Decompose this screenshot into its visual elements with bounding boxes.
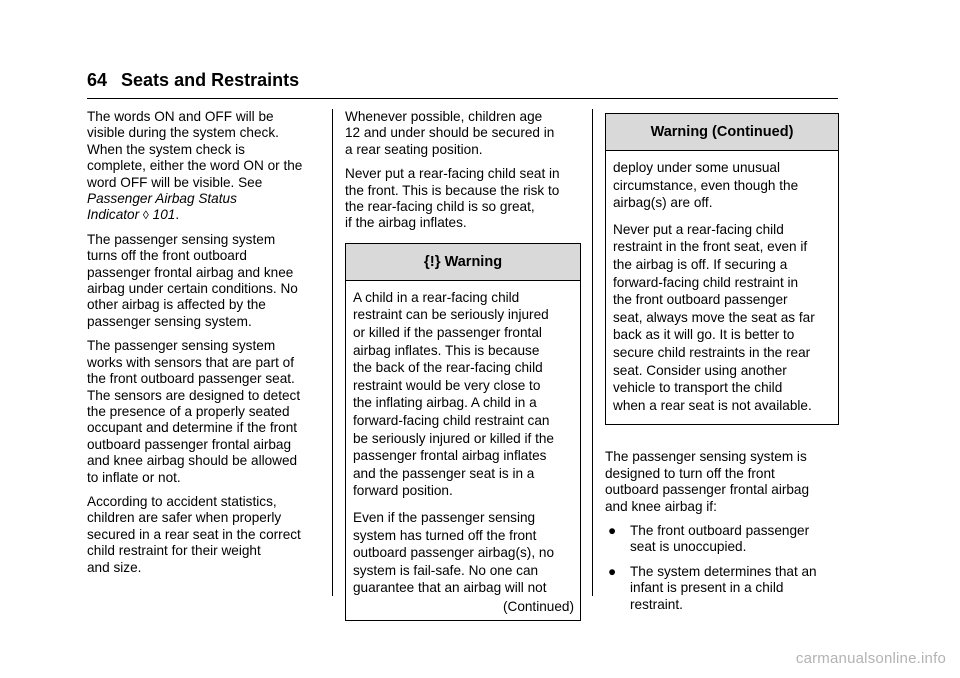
watermark: carmanualsonline.info xyxy=(795,650,946,667)
paragraph-turns-off: The passenger sensing system turns off the front outboard passenger frontal airbag and knee airbag under certain conditions. No other airbag is affected by the passenger sensing system. xyxy=(87,231,298,329)
paragraph-accident-statistics: According to accident statistics, children are safer when properly secured in a rear seat in the correct child restraint for their weight and size. xyxy=(87,493,301,575)
warning-continued-header: Warning (Continued) xyxy=(606,114,838,151)
cross-reference-end: . xyxy=(175,207,180,223)
warning-continued-paragraph-2: Never put a rear-facing child restraint in the front seat, even if the airbag is off. If securing a forward-facing child restraint in the front outboard passenger seat, always move the seat as far back as it will go. It is better to secure child restraints in the rear seat. Consider using another vehicle to transport the child when a rear seat is not available. xyxy=(613,221,815,413)
paragraph-children-age: Whenever possible, children age 12 and under should be secured in a rear seating position. xyxy=(345,109,555,157)
warning-box xyxy=(345,243,581,621)
column-separator-2 xyxy=(592,109,593,596)
column-3 xyxy=(605,109,839,621)
bullet-icon: ● xyxy=(608,522,617,538)
warning-paragraph-2: Even if the passenger sensing system has turned off the front outboard passenger airbag(s), no system is fail-safe. No one can guarantee that an airbag will not xyxy=(353,509,555,596)
warning-continued-box xyxy=(605,113,839,425)
warning-continued-paragraph-1: deploy under some unusual circumstance, even though the airbag(s) are off. xyxy=(613,160,799,211)
paragraph-system-check xyxy=(87,109,322,224)
cross-reference-page[interactable]: 101 xyxy=(152,207,176,223)
warning-icon: {!} xyxy=(423,252,441,270)
header-rule xyxy=(87,98,838,99)
paragraph-designed-to-turn-off: The passenger sensing system is designed to turn off the front outboard passenger frontal airbag and knee airbag if: xyxy=(605,449,810,514)
warning-continued-body xyxy=(606,151,838,424)
warning-body xyxy=(346,281,580,620)
bullet-text: The system determines that an infant is present in a child restraint. xyxy=(630,563,817,612)
paragraph-sensors: The passenger sensing system works with sensors that are part of the front outboard passenger seat. The sensors are designed to detect the presence of a properly seated occupant and determine if the front outboard passenger frontal airbag and knee airbag should be allowed to inflate or not. xyxy=(87,338,301,485)
page-header xyxy=(87,70,837,91)
paragraph-system-check-text: The words ON and OFF will be visible during the system check. When the system check is complete, either the word ON or the word OFF will be visible. See xyxy=(87,109,303,190)
bullet-item xyxy=(605,564,839,613)
warning-paragraph-1: A child in a rear-facing child restraint can be seriously injured or killed if the passenger frontal airbag inflates. This is because the back of the rear-facing child restraint would be very close to the inflating airbag. A child in a forward-facing child restraint can be seriously injured or killed if the passenger frontal airbag inflates and the passenger seat is in a forward position. xyxy=(353,289,554,499)
paragraph-rear-facing-front: Never put a rear-facing child seat in the front. This is because the risk to the rear-facing child is so great, if the airbag inflates. xyxy=(345,166,560,231)
warning-title: Warning xyxy=(444,253,503,270)
section-title: Seats and Restraints xyxy=(121,70,300,90)
page-reference-icon: ◊ xyxy=(142,208,149,223)
column-separator-1 xyxy=(332,109,333,596)
column-2 xyxy=(345,109,581,621)
column-1 xyxy=(87,109,322,584)
page-number: 64 xyxy=(87,70,108,90)
warning-header xyxy=(346,244,580,281)
bullet-icon: ● xyxy=(608,563,617,579)
bullet-text: The front outboard passenger seat is unoccupied. xyxy=(630,522,810,555)
cross-reference-title[interactable]: Passenger Airbag Status Indicator xyxy=(87,191,237,223)
continued-label: (Continued) xyxy=(502,598,574,614)
bullet-item xyxy=(605,523,839,556)
